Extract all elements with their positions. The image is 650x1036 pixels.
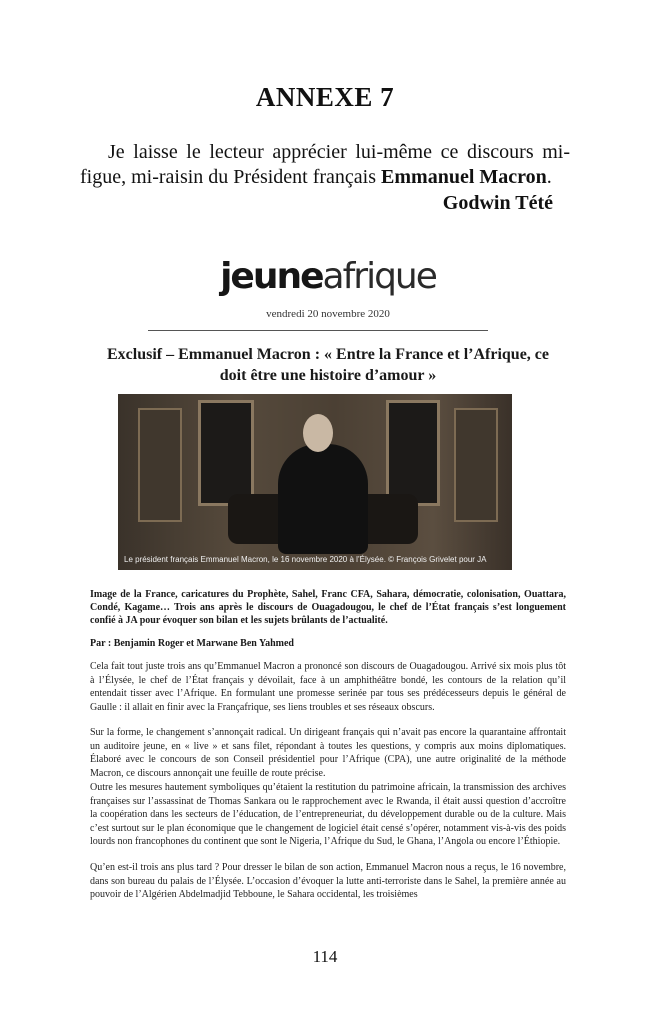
article-photo	[118, 394, 512, 570]
article-paragraph: Qu’en est-il trois ans plus tard ? Pour dresser le bilan de son action, Emmanuel Macron nous a reçus, le 16 novembre, dans son bureau du palais de l’Élysée. L’occasion d’évoquer la lutte anti-terroriste dans le Sahel, la première année au pouvoir de l’Algérien Abdelmadjid Tebboune, le Sahara occidental, les troisièmes	[90, 862, 566, 901]
annex-title: ANNEXE 7	[255, 82, 395, 112]
article-byline: Par : Benjamin Roger et Marwane Ben Yahmed	[90, 638, 294, 649]
jeune-afrique-logo	[88, 256, 568, 297]
intro-end: .	[546, 166, 552, 188]
article-paragraph: Sur la forme, le changement s’annonçait radical. Un dirigeant français qui n’avait pas encore la quarantaine affrontait un auditoire jeune, en « live » et sans filet, répondant à toutes les questions, y compris aux moins diplomatiques. Élaboré avec le concours de son Conseil présidentiel pour l’Afrique (CPA), une autre originalité de la méthode Macron, ce discours annonçait une feuille de route précise.	[90, 727, 566, 779]
intro-paragraph	[80, 140, 570, 190]
photo-window-right	[386, 400, 440, 506]
signature: Godwin Tété	[442, 192, 553, 214]
article-paragraph: Outre les mesures hautement symboliques qu’étaient la restitution du patrimoine africain, la transmission des archives françaises sur l’assassinat de Thomas Sankara ou le rapprochement avec le Rwanda, il était aussi question d’accroître la coopération dans les secteurs de l’éducation, de l’entrepreneuriat, du développement durable ou de la culture. Mais c’est surtout sur le plan économique que le changement de logiciel était censé s’opérer, notamment vis-à-vis des poids lourds non francophones du continent que sont le Nigeria, l’Afrique du Sud, le Ghana, l’Angola ou encore l’Éthiopie.	[90, 782, 566, 848]
article-headline: Exclusif – Emmanuel Macron : « Entre la France et l’Afrique, ce doit être une histoire d’amour »	[107, 346, 549, 384]
photo-person-body	[278, 444, 368, 554]
photo-panel-right	[454, 408, 498, 522]
divider	[148, 330, 488, 331]
article-lead: Image de la France, caricatures du Prophète, Sahel, Franc CFA, Sahara, démocratie, colonisation, Ouattara, Condé, Kagame… Trois ans après le discours de Ouagadougou, le chef de l’État français s’est longuement confié à JA pour évoquer son bilan et les sujets brûlants de l’actualité.	[90, 589, 566, 626]
logo-afrique: afrique	[322, 256, 436, 297]
photo-panel-left	[138, 408, 182, 522]
intro-name: Emmanuel Macron	[381, 166, 547, 188]
intro-text: Je laisse le lecteur apprécier lui-même ce discours mi-figue, mi-raisin du Président français	[80, 141, 570, 188]
photo-person-head	[303, 414, 333, 452]
article-paragraph: Cela fait tout juste trois ans qu’Emmanuel Macron a prononcé son discours de Ouagadougou. Arrivé six mois plus tôt à l’Élysée, le chef de l’État français y dévoilait, face à un amphithéâtre bondé, les contours de la relation qu’il entendait tisser avec l’Afrique. En formulant une promesse serinée par tous ses prédécesseurs depuis le général de Gaulle : il allait en finir avec la Françafrique, ses liens troubles et ses réseaux obscurs.	[90, 661, 566, 713]
photo-window-left	[198, 400, 254, 506]
photo-caption: Le président français Emmanuel Macron, le 16 novembre 2020 à l’Élysée. © François Grivelet pour JA	[124, 555, 487, 564]
article-date: vendredi 20 novembre 2020	[266, 308, 390, 320]
page-number: 114	[312, 947, 338, 966]
press-clipping	[88, 240, 568, 920]
logo-jeune: jeune	[220, 256, 323, 297]
